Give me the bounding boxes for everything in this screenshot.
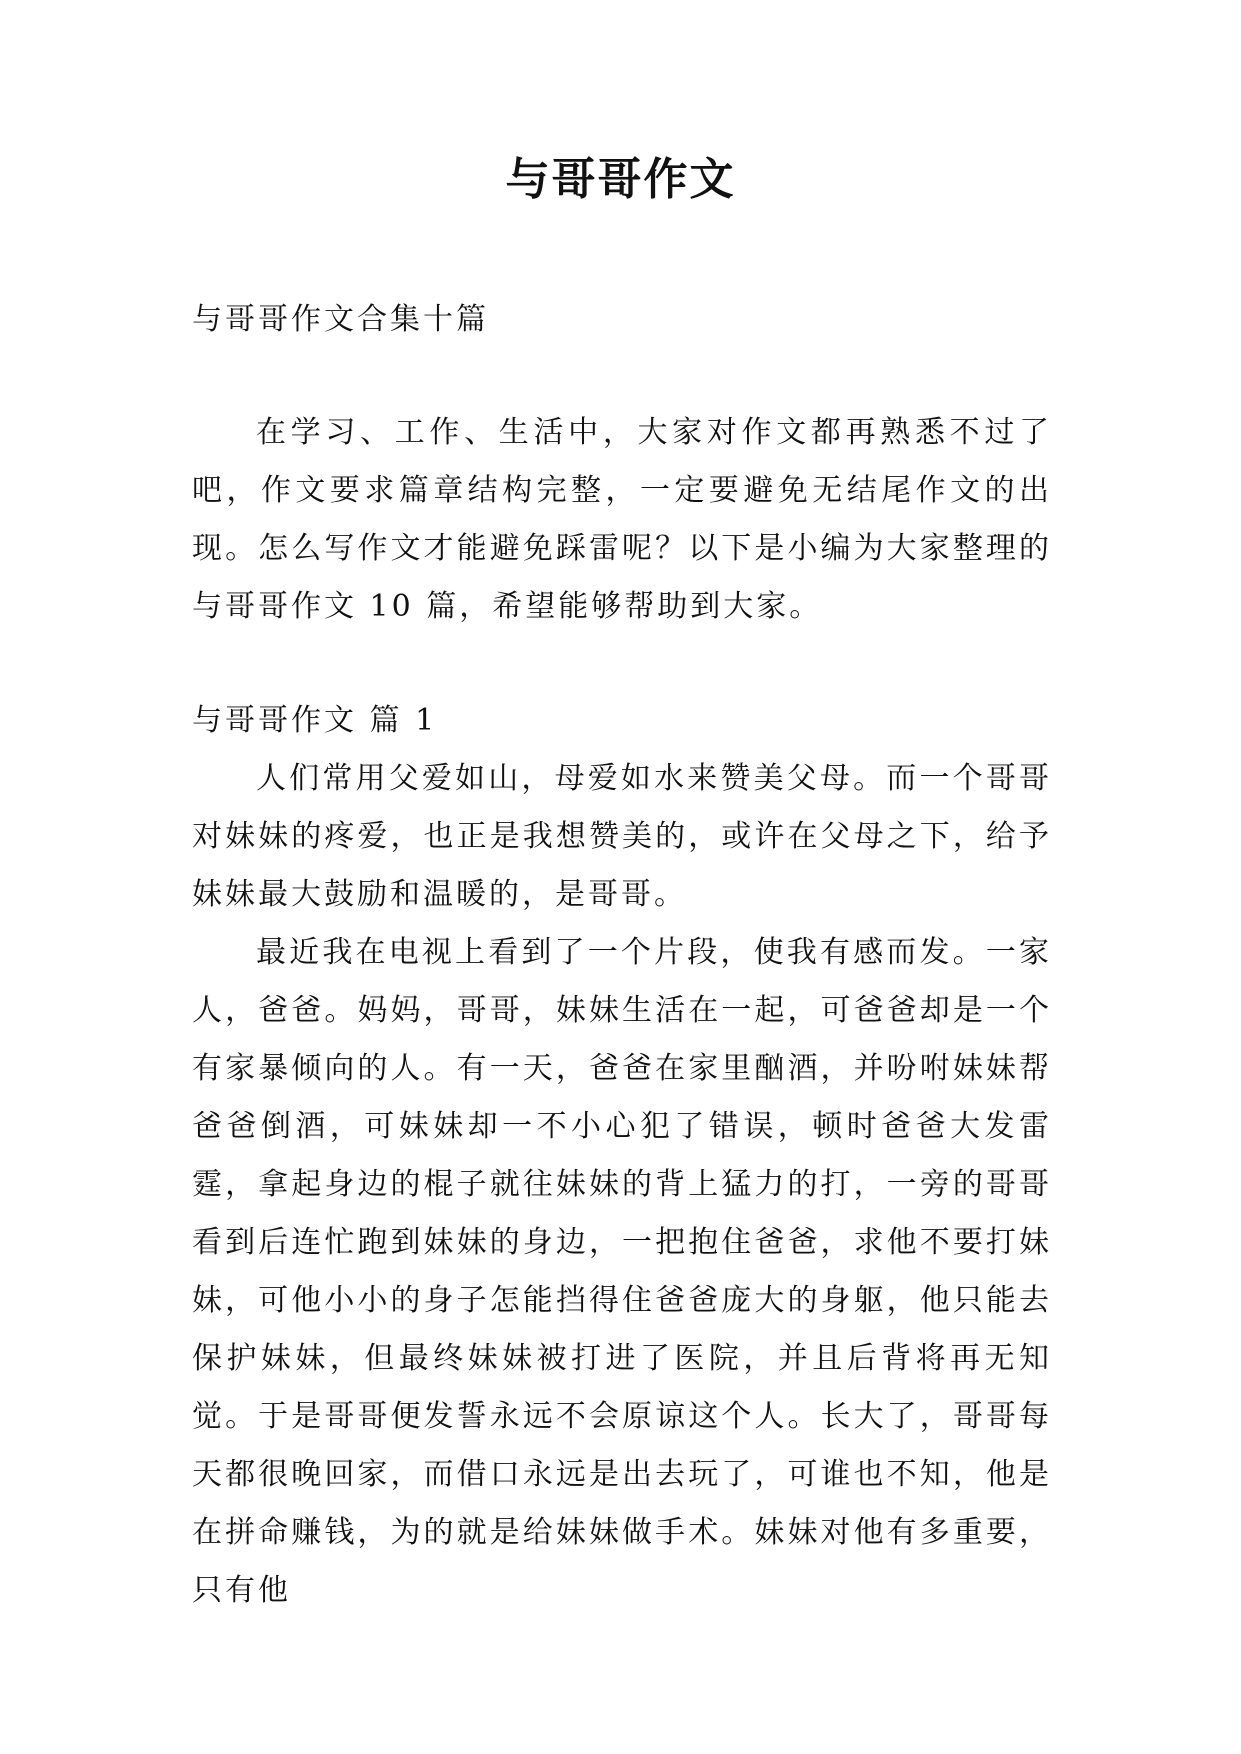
body-paragraph: 人们常用父爱如山，母爱如水来赞美父母。而一个哥哥对妹妹的疼爱，也正是我想赞美的，或许在父母之下，给予妹妹最大鼓励和温暖的，是哥哥。 bbox=[192, 761, 1052, 912]
body-paragraph: 最近我在电视上看到了一个片段，使我有感而发。一家人，爸爸。妈妈，哥哥，妹妹生活在一起，可爸爸却是一个有家暴倾向的人。有一天，爸爸在家里酗酒，并吩咐妹妹帮爸爸倒酒，可妹妹却一不小心犯了错误，顿时爸爸大发雷霆，拿起身边的棍子就往妹妹的背上猛力的打，一旁的哥哥看到后连忙跑到妹妹的身边，一把抱住爸爸，求他不要打妹妹，可他小小的身子怎能挡得住爸爸庞大的身躯，他只能去保护妹妹，但最终妹妹被打进了医院，并且后背将再无知觉。于是哥哥便发誓永远不会原谅这个人。长大了，哥哥每天都很晚回家，而借口永远是出去玩了，可谁也不知，他是在拼命赚钱，为的就是给妹妹做手术。妹妹对他有多重要，只有他 bbox=[192, 935, 1052, 1608]
document-title: 与哥哥作文 bbox=[505, 154, 736, 205]
intro-paragraph: 在学习、工作、生活中，大家对作文都再熟悉不过了吧，作文要求篇章结构完整，一定要避免无结尾作文的出现。怎么写作文才能避免踩雷呢？以下是小编为大家整理的与哥哥作文 10 篇，希望能够帮助到大家。 bbox=[192, 415, 1052, 624]
document-subtitle: 与哥哥作文合集十篇 bbox=[192, 302, 489, 337]
section-heading: 与哥哥作文 篇 1 bbox=[192, 703, 438, 738]
